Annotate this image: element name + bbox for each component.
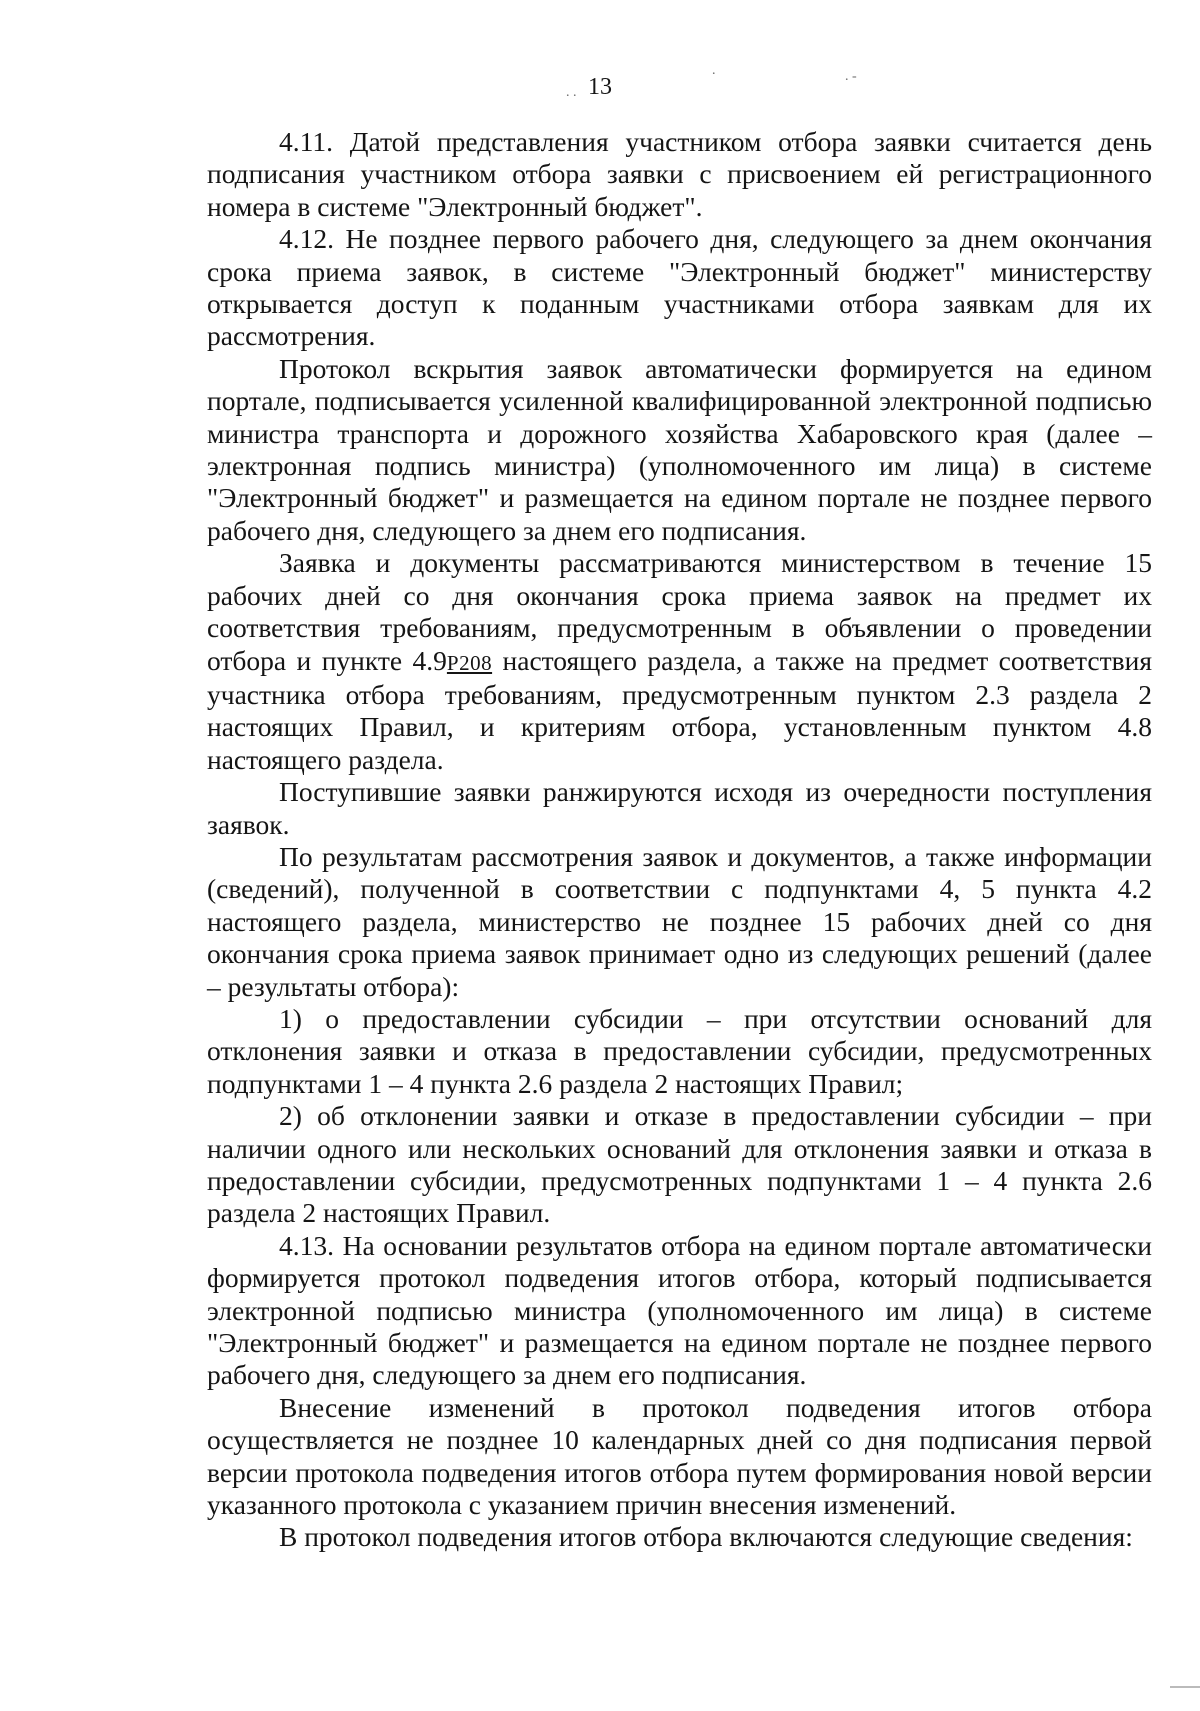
paragraph-review-start: Заявка и документы рассматриваются министерством в течение 15 рабочих дней со дня окончания срока приема заявок на предмет их соответствия требованиям, предусмотренным в объявлении о проведении отбора и пункте 4.9 — [207, 547, 1152, 676]
paragraph-opening-protocol: Протокол вскрытия заявок автоматически формируется на едином портале, подписывается усиленной квалифицированной электронной подписью министра транспорта и дорожного хозяйства Хабаровского края (далее – электронная подпись министра) (уполномоченного им лица) в системе "Электронный бюджет" и размещается на едином портале не позднее первого рабочего дня, следующего за днем его подписания. — [207, 352, 1152, 546]
paragraph-protocol-changes: Внесение изменений в протокол подведения итогов отбора осуществляется не позднее 10 календарных дней со дня подписания первой версии протокола подведения итогов отбора путем формирования новой версии указанного протокола с указанием причин внесения изменений. — [207, 1391, 1152, 1521]
page-number: 13 — [588, 74, 612, 100]
paragraph-review — [207, 547, 1152, 776]
cross-reference-link[interactable]: P208 — [446, 650, 493, 675]
scan-speck: . — [712, 63, 716, 78]
paragraph-4-11: 4.11. Датой представления участником отбора заявки считается день подписания участником отбора заявки с присвоением ей регистрационного номера в системе "Электронный бюджет". — [207, 126, 1152, 222]
paragraph-review-results: По результатам рассмотрения заявок и документов, а также информации (сведений), полученной в соответствии с подпунктами 4, 5 пункта 4.2 настоящего раздела, министерство не позднее 15 рабочих дней со дня окончания срока приема заявок принимает одно из следующих решений (далее – результаты отбора): — [207, 840, 1152, 1002]
paragraph-review-end: настоящего раздела, а также на предмет соответствия участника отбора требованиям, предусмотренным пунктом 2.3 раздела 2 настоящих Правил, и критериям отбора, установленным пунктом 4.8 настоящего раздела. — [207, 644, 1152, 775]
paragraph-protocol-contents: В протокол подведения итогов отбора включаются следующие сведения: — [279, 1521, 1133, 1553]
scan-speck: . . — [566, 85, 577, 100]
scan-speck: . - — [845, 69, 857, 84]
document-body — [207, 126, 1152, 1554]
paragraph-ranking: Поступившие заявки ранжируются исходя из очередности поступления заявок. — [207, 776, 1152, 840]
list-item-2: 2) об отклонении заявки и отказе в предоставлении субсидии – при наличии одного или нескольких оснований для отклонения заявки и отказа в предоставлении субсидии, предусмотренных подпунктами 1 – 4 пункта 2.6 раздела 2 настоящих Правил. — [207, 1100, 1152, 1229]
scan-edge-mark — [1170, 1686, 1200, 1688]
list-item-1: 1) о предоставлении субсидии – при отсутствии оснований для отклонения заявки и отказа в предоставлении субсидии, предусмотренных подпунктами 1 – 4 пункта 2.6 раздела 2 настоящих Правил; — [207, 1002, 1152, 1099]
paragraph-4-12: 4.12. Не позднее первого рабочего дня, следующего за днем окончания срока приема заявок, в системе "Электронный бюджет" министерству открывается доступ к поданным участниками отбора заявкам для их рассмотрения. — [207, 223, 1152, 352]
paragraph-4-13: 4.13. На основании результатов отбора на едином портале автоматически формируется протокол подведения итогов отбора, который подписывается электронной подписью министра (уполномоченного им лица) в системе "Электронный бюджет" и размещается на едином портале не позднее первого рабочего дня, следующего за днем его подписания. — [207, 1229, 1152, 1391]
